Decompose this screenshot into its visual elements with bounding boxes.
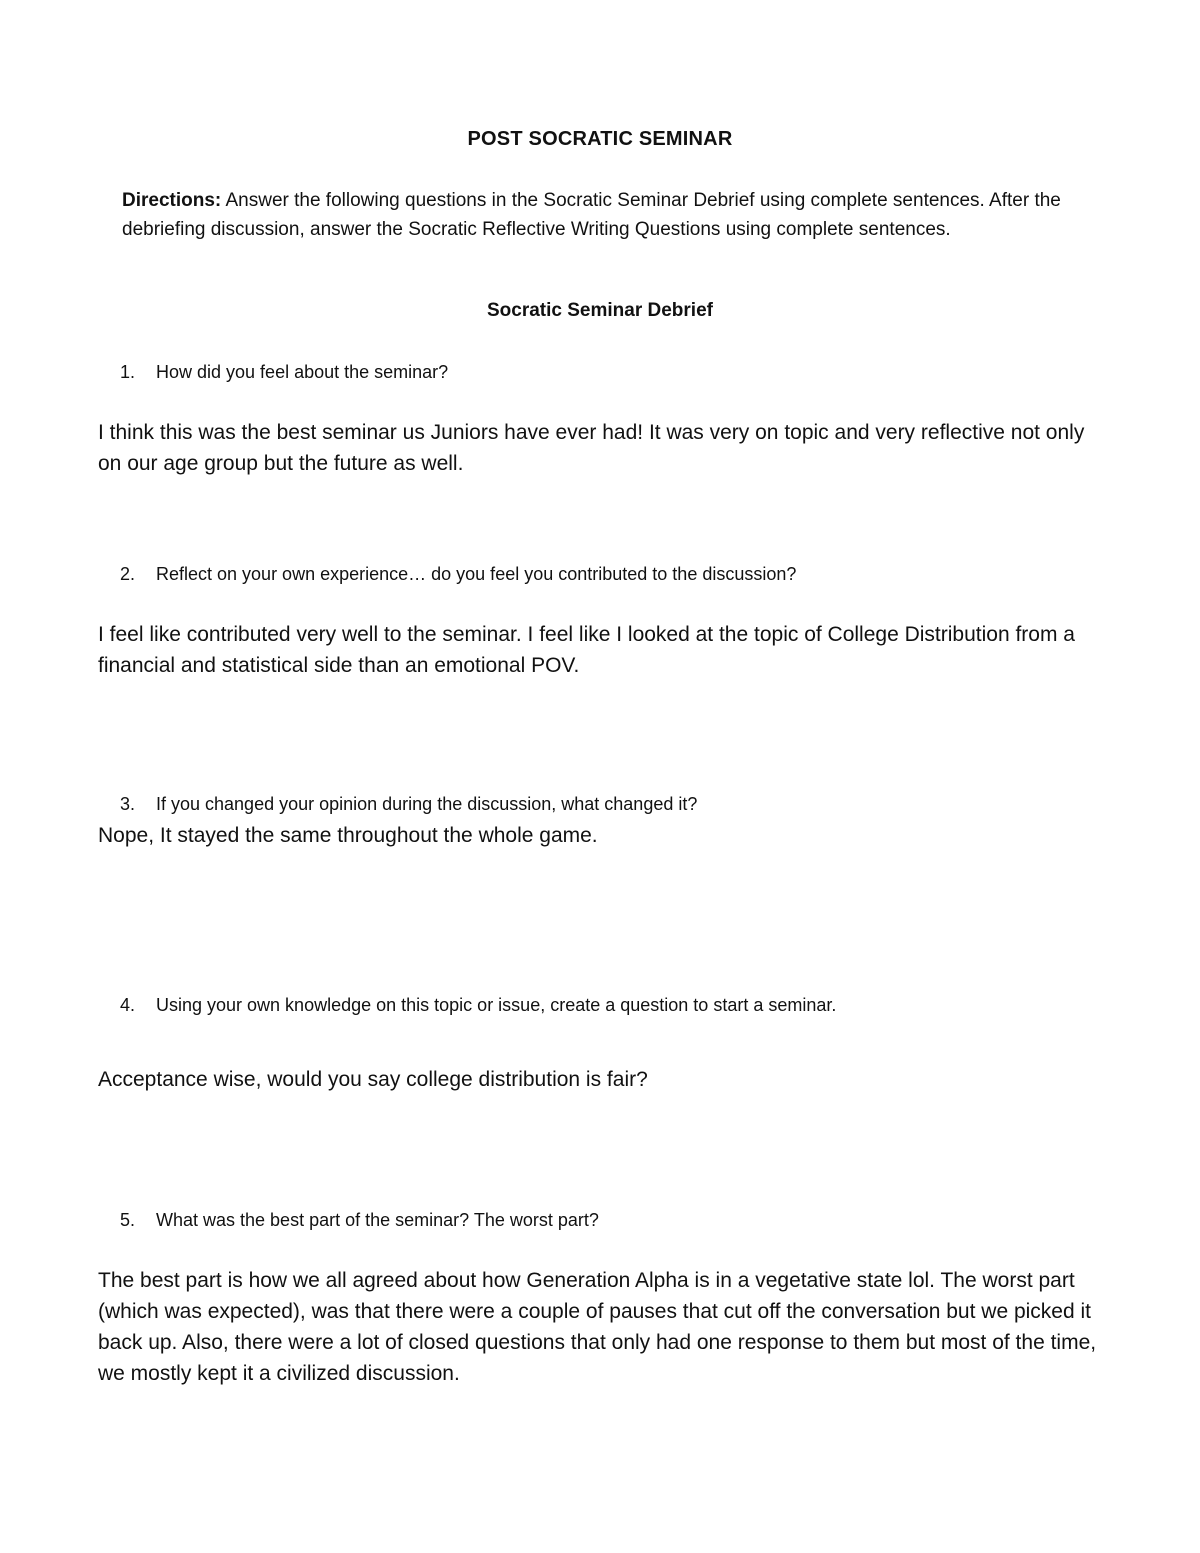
question-text: Reflect on your own experience… do you feel you contributed to the discussion? — [156, 564, 797, 584]
question-text: How did you feel about the seminar? — [156, 362, 449, 382]
directions-text: Answer the following questions in the Socratic Seminar Debrief using complete sentences. After the debriefing discussion, answer the Socratic Reflective Writing Questions using complete sentences. — [122, 190, 1061, 240]
question-3 — [120, 792, 1100, 816]
question-1 — [120, 360, 1100, 384]
question-number: 4. — [120, 995, 136, 1015]
question-number: 1. — [120, 362, 136, 382]
question-text: Using your own knowledge on this topic or issue, create a question to start a seminar. — [156, 995, 837, 1015]
question-text: If you changed your opinion during the discussion, what changed it? — [156, 794, 698, 814]
question-number: 3. — [120, 794, 136, 814]
answer-5: The best part is how we all agreed about how Generation Alpha is in a vegetative state lol. The worst part (which was expected), was that there were a couple of pauses that cut off the conversation but we picked it back up. Also, there were a lot of closed questions that only had one response to them but most of the time, we mostly kept it a civilized discussion. — [98, 1269, 1097, 1385]
question-number: 2. — [120, 564, 136, 584]
directions-paragraph — [122, 186, 1082, 244]
section-heading: Socratic Seminar Debrief — [487, 300, 713, 321]
page-title: POST SOCRATIC SEMINAR — [467, 128, 733, 150]
answer-4: Acceptance wise, would you say college distribution is fair? — [98, 1068, 648, 1091]
question-5 — [120, 1208, 1100, 1232]
answer-2: I feel like contributed very well to the seminar. I feel like I looked at the topic of College Distribution from a financial and statistical side than an emotional POV. — [98, 623, 1075, 677]
answer-3: Nope, It stayed the same throughout the whole game. — [98, 824, 598, 847]
question-4 — [120, 993, 1100, 1017]
answer-1: I think this was the best seminar us Juniors have ever had! It was very on topic and very reflective not only on our age group but the future as well. — [98, 421, 1085, 475]
directions-label: Directions: — [122, 190, 222, 211]
question-2 — [120, 562, 1100, 586]
question-number: 5. — [120, 1210, 136, 1230]
question-text: What was the best part of the seminar? The worst part? — [156, 1210, 599, 1230]
